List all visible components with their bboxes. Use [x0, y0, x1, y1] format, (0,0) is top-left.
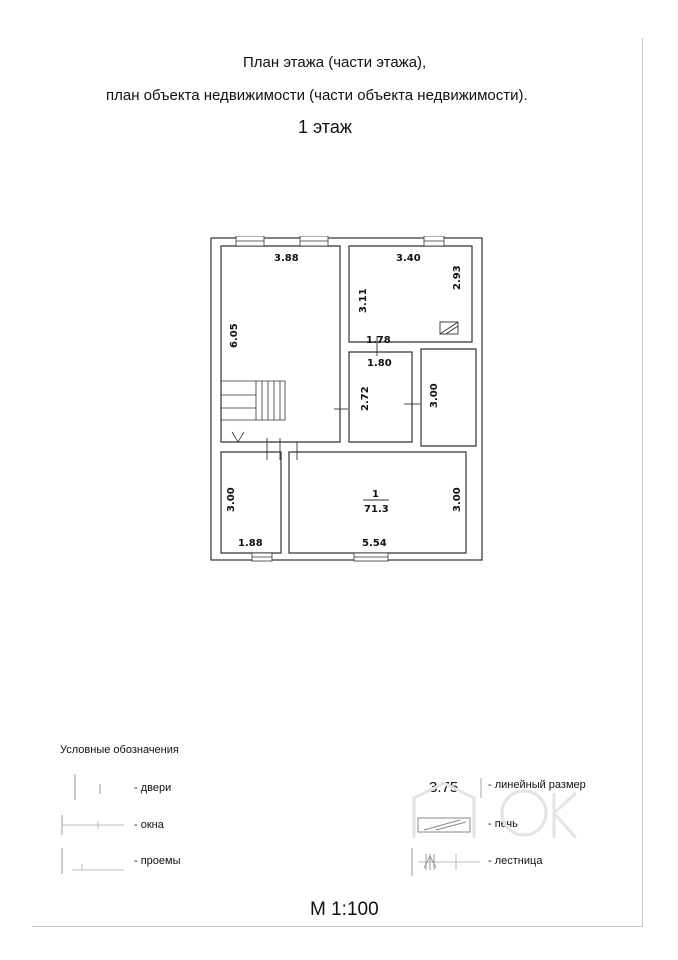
legend-windows: - окна	[134, 819, 164, 831]
room-area: 71.3	[364, 504, 389, 515]
legend-window-symbol	[58, 812, 128, 838]
legend-opening-symbol	[58, 846, 128, 876]
legend-doors: - двери	[134, 782, 172, 794]
outer-wall	[211, 238, 482, 560]
legend-linear-sample: 3.75	[429, 779, 459, 796]
watermark-logo	[404, 778, 584, 848]
dim-2-93: 2.93	[452, 265, 463, 290]
legend-stairs-symbol	[408, 846, 484, 878]
title-line-1: План этажа (части этажа),	[243, 54, 427, 71]
title-line-2: план объекта недвижимости (части объекта недвижимости).	[106, 87, 528, 104]
dim-3-00-bottom-right: 3.00	[452, 487, 463, 512]
dim-1-88: 1.88	[238, 538, 263, 549]
floor-title: 1 этаж	[298, 117, 352, 137]
legend-linear: - линейный размер	[488, 779, 586, 791]
dim-3-88: 3.88	[274, 253, 299, 264]
frame-border-right	[642, 38, 643, 926]
dim-3-11: 3.11	[358, 288, 369, 313]
legend-stove: - печь	[488, 818, 518, 830]
frame-border-bottom	[32, 926, 643, 927]
legend-openings: - проемы	[134, 855, 181, 867]
scale-label: М 1:100	[310, 899, 379, 920]
legend-stairs: - лестница	[488, 855, 543, 867]
dim-6-05: 6.05	[229, 323, 240, 348]
dim-3-40: 3.40	[396, 253, 421, 264]
stove-symbol	[440, 322, 458, 334]
dim-3-00-bottom-left: 3.00	[226, 487, 237, 512]
stairs	[221, 381, 285, 442]
dim-5-54: 5.54	[362, 538, 387, 549]
floor-plan	[210, 236, 484, 562]
dim-3-00-vestibule: 3.00	[429, 383, 440, 408]
dim-1-78: 1.78	[366, 335, 391, 346]
dim-1-80: 1.80	[367, 358, 392, 369]
dim-2-72: 2.72	[360, 386, 371, 411]
legend-title: Условные обозначения	[60, 744, 179, 756]
room-number: 1	[372, 489, 379, 500]
legend-door-symbol	[70, 772, 130, 802]
